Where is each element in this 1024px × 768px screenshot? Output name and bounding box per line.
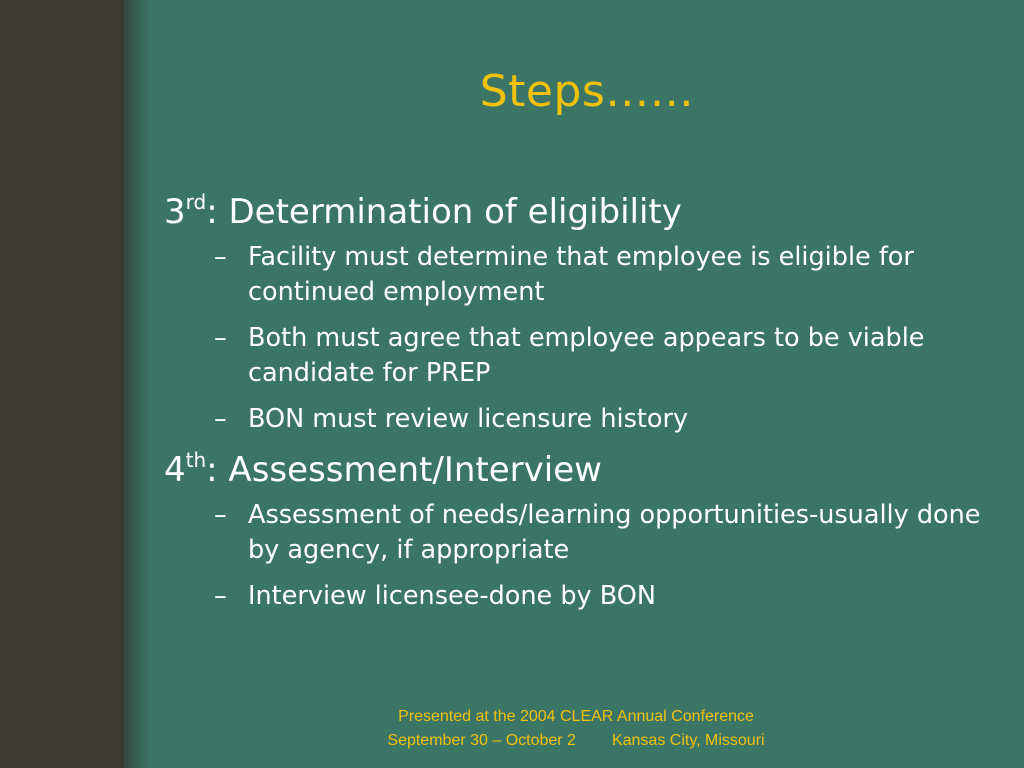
slide-footer: [150, 705, 1002, 753]
dash-bullet: –: [214, 242, 227, 272]
ordinal-suffix: rd: [185, 190, 207, 214]
bullet-item: [164, 240, 984, 310]
section-heading-text: : Assessment/Interview: [206, 450, 602, 490]
bullet-item: [164, 579, 984, 614]
bullet-text: Both must agree that employee appears to be viable candidate for PREP: [248, 323, 925, 388]
section-number: 4: [164, 450, 186, 490]
dash-bullet: –: [214, 500, 227, 530]
section-number: 3: [164, 192, 186, 232]
decorative-side-band: [0, 0, 124, 768]
side-band-shadow: [124, 0, 150, 768]
bullet-text: Interview licensee-done by BON: [248, 581, 656, 611]
section-heading-3rd: [164, 190, 984, 234]
dash-bullet: –: [214, 323, 227, 353]
bullet-text: Facility must determine that employee is eligible for continued employment: [248, 242, 914, 307]
bullet-text: Assessment of needs/learning opportunities-usually done by agency, if appropriate: [248, 500, 981, 565]
bullet-item: [164, 402, 984, 437]
dash-bullet: –: [214, 581, 227, 611]
dash-bullet: –: [214, 404, 227, 434]
ordinal-suffix: th: [185, 448, 207, 472]
bullet-item: [164, 498, 984, 568]
bullet-text: BON must review licensure history: [248, 404, 689, 434]
footer-dates: September 30 – October 2: [387, 732, 576, 749]
bullet-list-4th: [164, 498, 984, 614]
footer-location: Kansas City, Missouri: [611, 732, 765, 749]
bullet-item: [164, 321, 984, 391]
footer-conference: Presented at the 2004 CLEAR Annual Conference: [398, 708, 754, 725]
slide-content: [164, 190, 984, 625]
slide-title: Steps……: [479, 66, 695, 117]
section-heading-4th: [164, 448, 984, 492]
section-heading-text: : Determination of eligibility: [206, 192, 682, 232]
bullet-list-3rd: [164, 240, 984, 437]
footer-dates-location: [150, 729, 1002, 753]
